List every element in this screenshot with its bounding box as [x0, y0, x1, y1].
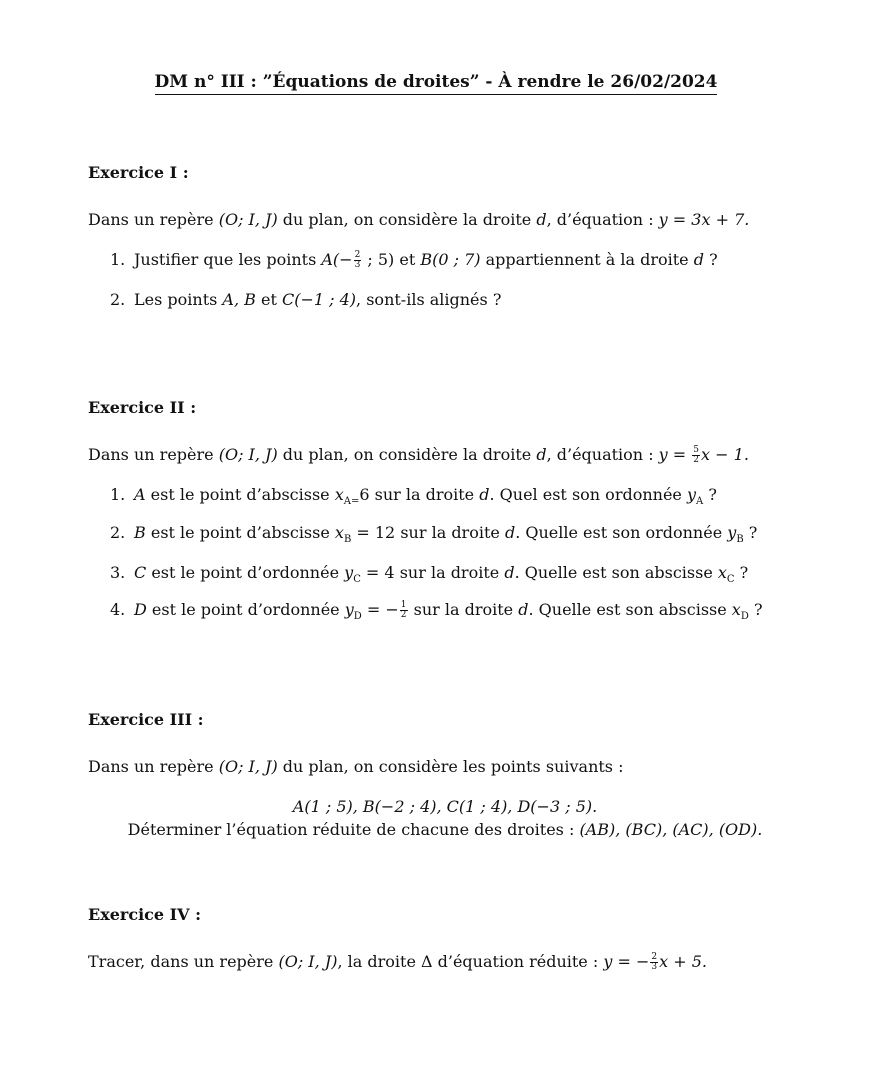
exercise-3-points: A(1 ; 5), B(−2 ; 4), C(1 ; 4), D(−3 ; 5).: [292, 797, 598, 816]
exercise-4-heading: Exercice IV :: [88, 905, 202, 924]
exercise-1-question-2: 2. Les points A, B et C(−1 ; 4), sont-ils alignés ?: [110, 290, 502, 309]
exercise-2-heading: Exercice II :: [88, 398, 197, 417]
exercise-2-question-1: 1. A est le point d’abscisse $x_{A=}6$ sur la droite d. Quel est son ordonnée $y_A$ ?: [110, 485, 717, 508]
exercise-2-question-2: 2. B est le point d’abscisse $x_B = 12$ sur la droite d. Quelle est son ordonnée $y_B$ ?: [110, 523, 758, 546]
exercise-2-question-3: 3. C est le point d’ordonnée $y_C = 4$ sur la droite d. Quelle est son abscisse $x_C$ ?: [110, 563, 749, 586]
page-title: DM n° III : ”Équations de droites” - À rendre le 26/02/2024: [0, 72, 872, 92]
exercise-2-question-4: 4. D est le point d’ordonnée $y_D$ = − $\frac{1}{2}$ sur la droite d. Quelle est son abscisse $x_D$ ?: [110, 600, 763, 623]
exercise-2-intro: Dans un repère (O; I, J) du plan, on considère la droite d, d’équation : y = $\frac{5}{2}$ x − 1.: [88, 445, 749, 465]
exercise-1-question-1: 1. Justifier que les points A(− $\frac{2}{3}$ ; 5) et B(0 ; 7) appartiennent à la droite d ?: [110, 250, 718, 270]
exercise-4-text: Tracer, dans un repère (O; I, J), la droite Δ d’équation réduite : y = − $\frac{2}{3}$ x + 5.: [88, 952, 707, 972]
exercise-3-task: Déterminer l’équation réduite de chacune des droites : (AB), (BC), (AC), (OD).: [127, 820, 763, 839]
exercise-3-intro: Dans un repère (O; I, J) du plan, on considère les points suivants :: [88, 757, 624, 776]
exercise-1-intro: Dans un repère (O; I, J) du plan, on considère la droite d, d’équation : y = 3x + 7.: [88, 210, 750, 229]
exercise-1-heading: Exercice I :: [88, 163, 189, 182]
exercise-3-heading: Exercice III :: [88, 710, 204, 729]
